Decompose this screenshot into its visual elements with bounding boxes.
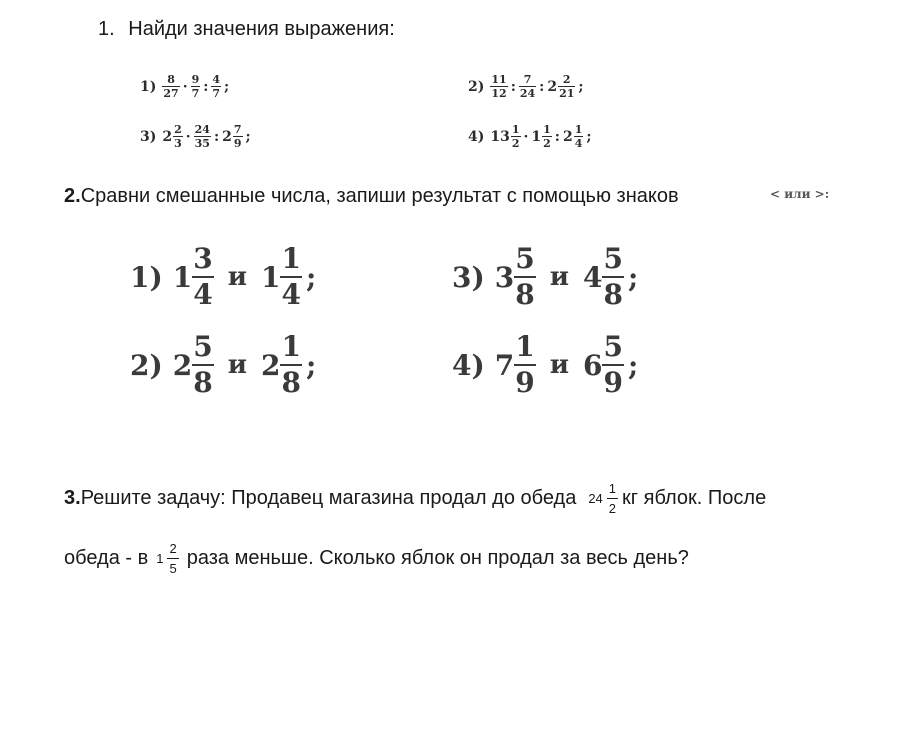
expression-label: 2) [468, 78, 485, 95]
fraction [194, 124, 211, 149]
semicolon: ; [305, 260, 317, 294]
fraction [173, 124, 183, 149]
comparison-2 [130, 330, 317, 399]
fraction [211, 74, 221, 99]
numerator: 9 [191, 73, 200, 86]
denominator: 9 [515, 366, 535, 399]
fraction [192, 242, 213, 311]
ratio-whole: 1 [156, 551, 164, 566]
amount-whole: 24 [588, 491, 603, 506]
fraction [542, 124, 552, 149]
fraction [519, 74, 536, 99]
numerator: 24 [194, 123, 210, 136]
operator: : [554, 128, 560, 145]
numerator: 7 [233, 123, 242, 136]
task3-text-b: кг яблок. После [622, 487, 767, 509]
expression-1 [140, 74, 232, 99]
denominator: 3 [174, 137, 182, 150]
fraction [490, 74, 507, 99]
task3-line-2 [64, 542, 689, 575]
denominator: 9 [233, 137, 242, 150]
denominator: 8 [281, 366, 301, 399]
expression-2 [468, 74, 587, 99]
denominator: 21 [559, 87, 575, 100]
denominator: 2 [511, 137, 520, 150]
operator: : [213, 128, 220, 145]
numerator: 4 [212, 73, 221, 86]
semicolon: ; [627, 348, 639, 382]
denominator: 7 [212, 87, 221, 100]
numerator: 3 [193, 242, 213, 275]
amount-denominator: 2 [607, 498, 618, 515]
numerator: 1 [511, 123, 520, 136]
expression-label: 4) [468, 128, 485, 145]
denominator: 12 [491, 87, 507, 100]
numerator: 5 [193, 330, 213, 363]
denominator: 27 [163, 87, 179, 100]
whole-part: 2 [562, 128, 573, 145]
conjunction: и [549, 262, 569, 292]
whole-part: 2 [261, 348, 281, 382]
task3-text-a: Решите задачу: Продавец магазина продал до обеда [80, 487, 577, 509]
whole-part: 1 [261, 260, 281, 294]
amount-numerator: 1 [608, 481, 617, 496]
fraction [233, 124, 243, 149]
fraction [602, 330, 623, 399]
task2-number: 2. [64, 185, 81, 207]
fraction [162, 74, 179, 99]
semicolon: ; [305, 348, 317, 382]
task3-text-c: обеда - в [64, 547, 149, 569]
task1-heading [98, 18, 395, 41]
comparison-signs: < или >: [770, 187, 830, 201]
task1-number: 1. [98, 18, 115, 40]
conjunction: и [227, 350, 247, 380]
conjunction: и [227, 262, 247, 292]
comparison-label: 1) [130, 260, 163, 294]
fraction [280, 330, 301, 399]
comparison-label: 3) [452, 260, 485, 294]
denominator: 9 [603, 366, 623, 399]
numerator: 1 [543, 123, 551, 136]
comparison-1 [130, 242, 317, 311]
whole-part: 1 [172, 260, 193, 294]
expression-label: 1) [140, 78, 157, 95]
whole-part: 6 [583, 348, 603, 382]
fraction [602, 242, 623, 311]
whole-part: 4 [583, 260, 603, 294]
fraction [280, 242, 301, 311]
whole-part: 1 [531, 128, 542, 145]
expression-label: 3) [140, 128, 157, 145]
denominator: 8 [603, 278, 623, 311]
fraction [558, 74, 575, 99]
semicolon: ; [627, 260, 639, 294]
numerator: 1 [574, 123, 583, 136]
whole-part: 2 [222, 128, 232, 145]
whole-part: 3 [494, 260, 515, 294]
denominator: 4 [574, 137, 583, 150]
whole-part: 2 [547, 78, 558, 95]
whole-part: 7 [494, 348, 515, 382]
numerator: 1 [281, 330, 301, 363]
operator: · [182, 78, 188, 95]
numerator: 2 [174, 123, 182, 136]
task3-number: 3. [64, 487, 81, 509]
numerator: 5 [603, 242, 623, 275]
comparison-label: 4) [452, 348, 485, 382]
numerator: 1 [281, 242, 301, 275]
task3-line-1 [64, 482, 766, 515]
whole-part: 13 [490, 128, 510, 145]
denominator: 4 [193, 278, 213, 311]
fraction [514, 330, 535, 399]
denominator: 4 [281, 278, 301, 311]
operator: ; [224, 78, 230, 95]
numerator: 8 [167, 73, 175, 86]
fraction [511, 124, 521, 149]
numerator: 1 [515, 330, 535, 363]
operator: : [539, 78, 545, 95]
task1-title: Найди значения выражения: [128, 18, 395, 40]
fraction [192, 330, 213, 399]
fraction [191, 74, 201, 99]
denominator: 7 [191, 87, 200, 100]
comparison-3 [452, 242, 639, 311]
denominator: 35 [194, 137, 210, 150]
operator: ; [578, 78, 584, 95]
numerator: 7 [523, 73, 532, 86]
denominator: 8 [193, 366, 213, 399]
task3-text-d: раза меньше. Сколько яблок он продал за весь день? [186, 547, 689, 569]
denominator: 2 [543, 137, 551, 150]
ratio-denominator: 5 [167, 558, 178, 575]
operator: ; [245, 128, 251, 145]
comparison-label: 2) [130, 348, 163, 382]
operator: · [523, 128, 529, 145]
fraction [514, 242, 535, 311]
numerator: 2 [562, 73, 571, 86]
numerator: 5 [603, 330, 623, 363]
fraction [574, 124, 584, 149]
denominator: 24 [519, 87, 536, 100]
comparison-4 [452, 330, 639, 399]
operator: : [510, 78, 516, 95]
ratio-numerator: 2 [169, 541, 177, 556]
task2-heading [64, 185, 679, 208]
operator: : [203, 78, 209, 95]
whole-part: 2 [162, 128, 173, 145]
conjunction: и [549, 350, 569, 380]
amount-fraction [607, 482, 618, 515]
ratio-fraction [167, 542, 178, 575]
numerator: 11 [491, 73, 507, 86]
denominator: 8 [515, 278, 535, 311]
numerator: 5 [515, 242, 535, 275]
operator: ; [586, 128, 592, 145]
expression-4 [468, 124, 595, 149]
expression-3 [140, 124, 254, 149]
task2-title: Сравни смешанные числа, запиши результат с помощью знаков [80, 185, 679, 207]
whole-part: 2 [172, 348, 193, 382]
operator: · [185, 128, 191, 145]
